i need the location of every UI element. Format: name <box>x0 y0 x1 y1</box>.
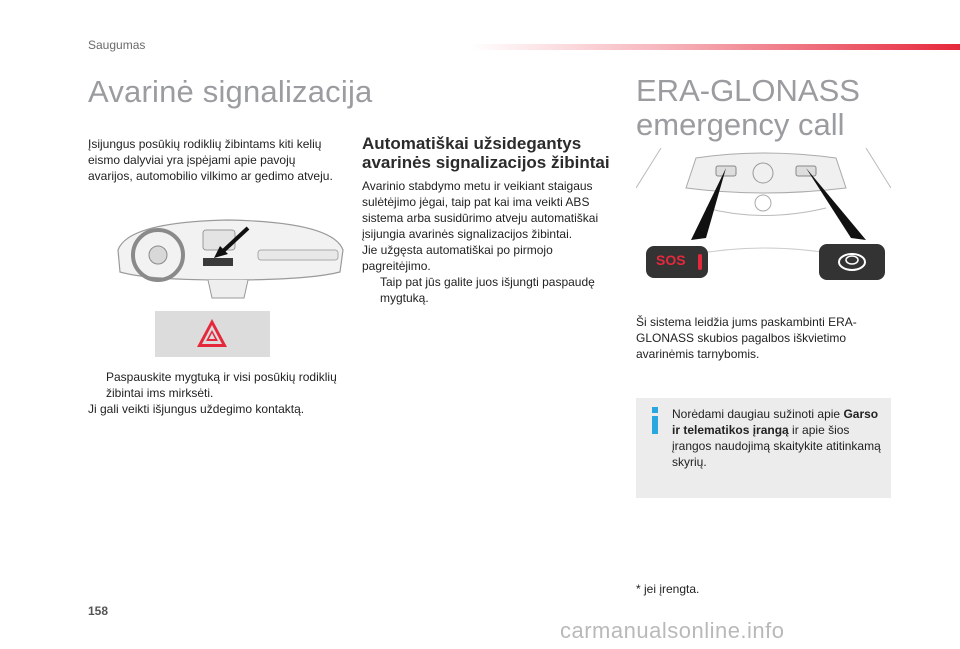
bullet-item <box>88 369 358 385</box>
bullet-item <box>362 274 632 290</box>
auto-hazard-body <box>362 178 632 306</box>
subhead-line: avarinės signalizacijos žibintai <box>362 153 610 172</box>
hazard-note: Ji gali veikti išjungus uždegimo kontaktą. <box>88 402 305 416</box>
intro-line: eismo dalyviai yra įspėjami apie pavojų <box>88 153 296 167</box>
page-number: 158 <box>88 604 109 618</box>
body-line: GLONASS skubios pagalbos iškvietimo <box>636 331 847 345</box>
sos-button-label: SOS <box>656 252 686 268</box>
info-text-bold: ir telematikos įrangą <box>672 423 789 437</box>
info-icon <box>648 405 662 435</box>
body-line: sulėtėjimo jėgai, taip pat kai ima veikti ABS <box>362 195 590 209</box>
body-line: Jie užgęsta automatiškai po pirmojo <box>362 243 553 257</box>
hazard-triangle-icon <box>155 311 270 357</box>
info-text <box>672 406 884 470</box>
body-line: pagreitėjimo. <box>362 259 431 273</box>
bullet-text: Paspauskite mygtuką ir visi posūkių rodiklių <box>106 370 337 384</box>
footnote: * jei įrengta. <box>636 582 700 596</box>
body-line: Ši sistema leidžia jums paskambinti ERA- <box>636 315 857 329</box>
bullet-text: Taip pat jūs galite juos išjungti paspaudę <box>380 275 595 289</box>
bullet-icon <box>362 274 380 290</box>
era-description <box>636 314 891 362</box>
section-label: Saugumas <box>88 38 146 52</box>
bullet-text-cont: mygtuką. <box>380 291 429 305</box>
body-line: įsijungia avarinės signalizacijos žibintai. <box>362 227 573 241</box>
hazard-intro <box>88 136 348 184</box>
intro-line: Įsijungus posūkių rodiklių žibintams kiti kelių <box>88 137 322 151</box>
header-accent-bar <box>470 44 960 50</box>
auto-hazard-subhead <box>362 134 632 172</box>
intro-line: avarijos, automobilio vilkimo ar gedimo atveju. <box>88 169 333 183</box>
hazard-title: Avarinė signalizacija <box>88 74 373 109</box>
hazard-button-image <box>155 311 270 357</box>
info-text-part: įrangos naudojimą skaitykite atitinkamą <box>672 439 881 453</box>
hazard-instructions <box>88 369 358 417</box>
info-text-bold: Garso <box>843 407 879 421</box>
era-glonass-illustration <box>636 148 891 293</box>
info-text-part: Norėdami daugiau sužinoti apie <box>672 407 844 421</box>
title-line: ERA-GLONASS <box>636 73 860 108</box>
info-text-part: ir apie šios <box>788 423 850 437</box>
bullet-text-cont: žibintai ims mirksėti. <box>106 386 214 400</box>
body-line: Avarinio stabdymo metu ir veikiant staigaus <box>362 179 593 193</box>
body-line: avarinėmis tarnybomis. <box>636 347 760 361</box>
body-line: sistema arba susidūrimo atveju automatiškai <box>362 211 599 225</box>
info-text-part: skyrių. <box>672 455 707 469</box>
title-line: emergency call <box>636 107 845 142</box>
watermark: carmanualsonline.info <box>560 618 785 643</box>
dashboard-illustration <box>108 210 348 302</box>
subhead-line: Automatiškai užsidegantys <box>362 134 582 153</box>
bullet-icon <box>88 369 106 385</box>
